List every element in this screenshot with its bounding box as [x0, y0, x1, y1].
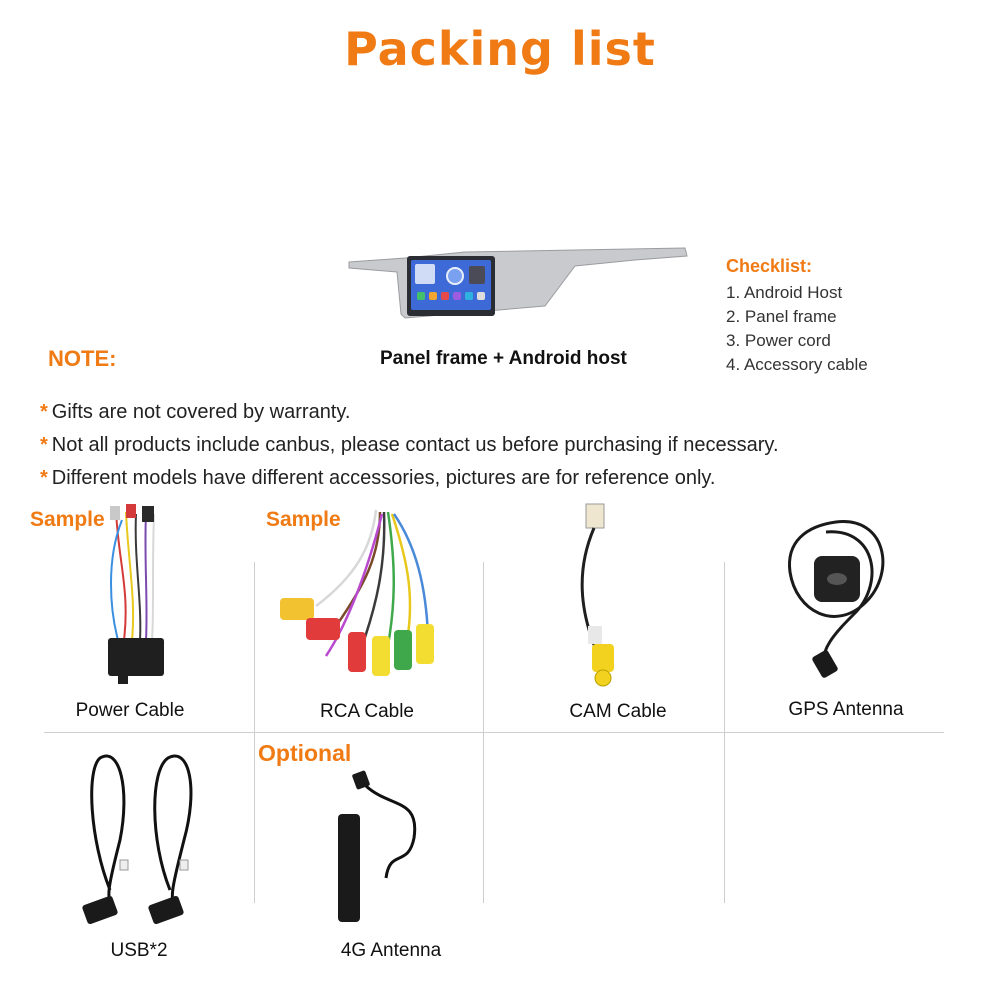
rca-cable-image	[276, 506, 456, 686]
accessory-label: GPS Antenna	[788, 699, 904, 720]
4g-antenna-image	[330, 768, 440, 928]
host-caption: Panel frame + Android host	[380, 348, 627, 369]
note-label: NOTE:	[48, 346, 117, 371]
power-cable-image	[96, 500, 176, 690]
checklist	[726, 256, 868, 377]
accessory-label: CAM Cable	[569, 701, 667, 722]
grid-divider	[483, 733, 484, 903]
accessory-label: 4G Antenna	[340, 940, 442, 961]
sample-tag: Sample	[266, 508, 341, 531]
accessory-label: Power Cable	[75, 700, 185, 721]
checklist-item: 1. Android Host	[726, 283, 843, 302]
accessory-label: USB*2	[110, 940, 168, 961]
optional-tag: Optional	[258, 740, 352, 766]
checklist-heading: Checklist:	[726, 256, 813, 276]
usb-cable-image	[80, 750, 210, 930]
sample-tag: Sample	[30, 508, 105, 531]
cam-cable-image	[566, 500, 646, 690]
page-title: Packing list	[344, 22, 656, 76]
asterisk-icon: *	[40, 467, 48, 489]
note-line: * Gifts are not covered by warranty.	[40, 401, 351, 423]
accessory-label: RCA Cable	[320, 701, 414, 722]
asterisk-icon: *	[40, 401, 48, 423]
panel-frame-illustration	[345, 244, 690, 322]
note-line: * Different models have different accessories, pictures are for reference only.	[40, 467, 716, 489]
checklist-item: 2. Panel frame	[726, 307, 837, 326]
head-unit-image	[345, 244, 690, 322]
grid-divider	[724, 733, 725, 903]
asterisk-icon: *	[40, 434, 48, 456]
grid-divider	[254, 733, 255, 903]
gps-antenna-image	[776, 512, 896, 682]
grid-divider	[254, 562, 255, 732]
note-line: * Not all products include canbus, please contact us before purchasing if necessary.	[40, 434, 779, 456]
grid-divider	[44, 732, 944, 733]
grid-divider	[483, 562, 484, 732]
checklist-item: 3. Power cord	[726, 331, 831, 350]
grid-divider	[724, 562, 725, 732]
checklist-item: 4. Accessory cable	[726, 355, 868, 374]
note-list	[40, 396, 779, 495]
